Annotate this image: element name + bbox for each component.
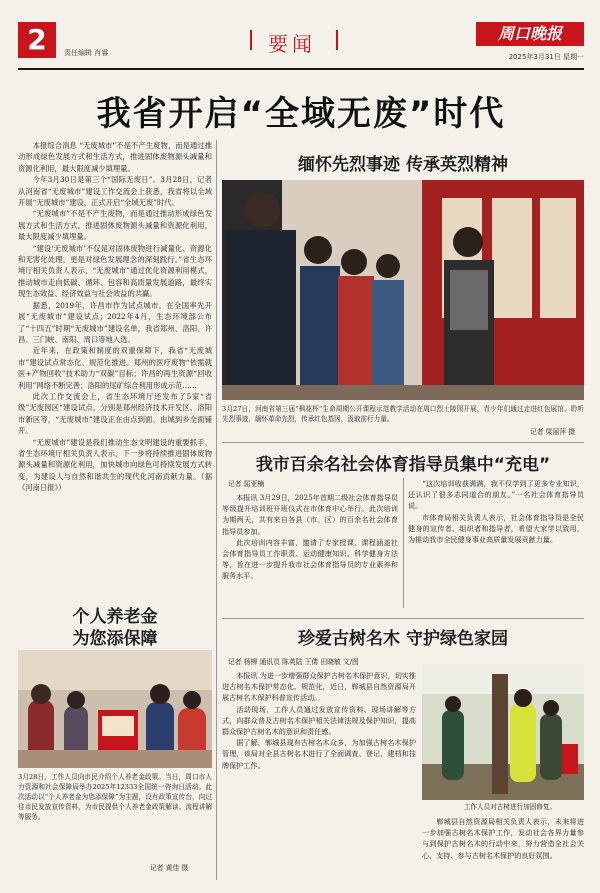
sports-column-divider [403, 478, 404, 608]
tree-paragraph: 本报讯 为进一步增强群众保护古树名木保护意识，切实推进古树名木保护常态化、规范化，近日，郸城县自然资源局开展古树名木保护科普宣传活动。 [222, 671, 416, 703]
editor-info: 责任编辑 肖睿 [64, 49, 109, 57]
pension-caption: 3月28日，工作人员向市民介绍个人养老金政策。当日，周口市人力资源和社会保障局举办2025年12333全国统一咨询日活动。此次活动以“个人养老金为您添保障”为主题，设有政策宣传台，向过往市民发放宣传资料，为市民提供个人养老金政策解读、流程讲解等服务。 [18, 773, 212, 821]
sports-byline: 记者 屈亚楠 [228, 480, 265, 488]
tree-title: 珍爱古树名木 守护绿色家园 [298, 629, 508, 649]
section-bar-left [250, 30, 252, 50]
pension-photo-illustration [18, 650, 212, 768]
sports-text-right [408, 478, 584, 612]
lead-paragraph: 此次工作交流会上，省生态环境厅还发布了5家“省级”无废园区“建设试点，分别是郑州经济技术开发区、洛阳市新区等，“无废城市”建设正在由点到面、由城到乡全面铺开。 [18, 391, 212, 436]
martyrs-photo-credit: 记者 梁丽萍 摄 [530, 428, 576, 436]
lead-paragraph: “建设‘无废城市’不仅是对固体废物进行减量化、资源化和无害化处理，更是对绿色发展理念的深刻践行。”省生态环境厅相关负责人表示，“无废城市”通过优化资源利用模式，推动城市走向低碳、循环、包容和高质量发展道路，最终实现生态效益、经济效益与社会效益的共赢。 [18, 243, 212, 299]
header-rule [18, 68, 584, 70]
sports-title: 我市百余名社会体育指导员集中“充电” [255, 455, 551, 475]
tree-text-right [422, 816, 584, 880]
lead-paragraph: 今年3月30日是第三个“国际无废日”。3月28日，记者从河南省“无废城市”建设工作交流会上获悉，我省将以全域开展“无废城市”建设，正式开启“全域无废”时代。 [18, 175, 212, 208]
tree-paragraph: 郸城县自然资源局相关负责人表示，未来将进一步加强古树名木保护工作，发动社会各界力量参与到保护古树名木的行动中来，努力营造全社会关心、支持、参与古树名木保护的良好氛围。 [422, 817, 584, 860]
martyrs-title: 缅怀先烈事迹 传承英烈精神 [298, 155, 508, 175]
section-bar-right [336, 30, 338, 50]
lead-paragraph: 据悉，2019年，许昌市作为试点城市，在全国率先开展“无废城市”建设试点；2022年4月，生态环境部公布了“十四五”时期“无废城市”建设名单，我省郑州、洛阳、许昌、三门峡、南阳、周口等地入选。 [18, 300, 212, 344]
tree-caption: 工作人员对古树进行加固修复。 [463, 803, 557, 811]
sports-text-left [222, 492, 398, 612]
pension-photo-credit: 记者 黄佳 摄 [150, 864, 189, 872]
tree-paragraph: 活动现场，工作人员通过发放宣传资料、现场讲解等方式，向群众普及古树名木保护相关法律法规及保护知识，提高群众保护古树名木的意识和责任感。 [222, 704, 416, 737]
tree-byline: 记者 杨柳 通讯员 陈英陆 王倩 田晓敏 文/图 [228, 658, 359, 666]
page-number: 2 [18, 22, 56, 58]
section-divider [222, 442, 584, 443]
lead-paragraph: 本报综合消息 “无废城市”不是不产生废物，而是通过推动形成绿色发展方式和生活方式，推进固体废物源头减量和资源化利用，最大限度减少填埋量。 [18, 141, 212, 173]
martyrs-photo [222, 180, 584, 400]
sports-paragraph: 市体育局相关负责人表示，社会体育指导员是全民健身的宣传者、组织者和指导者，希望大家学以致用，为推动我市全民健身事业高质量发展贡献力量。 [408, 512, 584, 545]
main-headline: 我省开启“全域无废”时代 [96, 94, 506, 134]
section-title: 要闻 [268, 32, 316, 56]
martyrs-caption: 3月27日，河南省第三届“枫花杯”生命周期公开课程示范教学活动在周口烈士陵园开展，青少年们通过走进红色展馆、聆听先烈事迹，缅怀革命先烈，传承红色基因，汲取前行力量。 [222, 405, 584, 423]
lead-paragraph: 近年来，在政策和制度的双重保障下，我省“无废城市”建设试点常态化、规范化推进。郑州的医疗废物“依需就医+产物回收”技术助力“双碳”目标；许昌的再生资源“回收利用”网络不断完善；洛阳的尾矿综合利用形成示范…… [18, 346, 212, 390]
pension-title-line1: 个人养老金 [72, 607, 158, 627]
tree-paragraph: 据了解，郸城县现有古树名木众多，为加强古树名木保护管理，该局对全县古树名木进行了全面调查、登记、建档和挂牌保护工作。 [222, 738, 416, 770]
masthead [18, 22, 584, 66]
martyrs-photo-illustration [222, 180, 584, 400]
sports-paragraph: 本报讯 3月29日，2025年首期二级社会体育指导员等级提升培训班开班仪式在市体育中心举行。此次培训为期两天，共有来自各县（市、区）的百余名社会体育指导员参加。 [222, 493, 398, 536]
pension-photo [18, 650, 212, 768]
issue-date: 2025年3月31日 星期一 [508, 53, 584, 61]
lead-paragraph: “无废城市”建设是我们推动生态文明建设的重要抓手，省生态环境厅相关负责人表示，下一步将持续推进固体废物源头减量和资源化利用，加快城市向绿色可持续发展方式转变，为建设人与自然和谐共生的现代化河南贡献力量。（据《河南日报》） [18, 437, 212, 493]
sports-paragraph: “这次培训收获满满，我不仅学到了更多专业知识，还认识了很多志同道合的朋友。”一名社会体育指导员说。 [408, 479, 584, 511]
tree-photo [422, 664, 584, 800]
lead-article [18, 140, 212, 590]
tree-text-left [222, 670, 416, 880]
newspaper-logo: 周口晚报 [476, 22, 584, 46]
section-divider [222, 618, 584, 619]
sports-paragraph: 此次培训内容丰富，邀请了专家授课，课程涵盖社会体育指导员工作职责、运动健康知识、科学健身方法等，旨在进一步提升我市社会体育指导员的专业素养和服务水平。 [222, 537, 398, 581]
lead-paragraph: “无废城市”不是不产生废物，而是通过推动形成绿色发展方式和生活方式，推进固体废物源头减量和资源化利用，最大限度减少填埋量。 [18, 209, 212, 242]
pension-title-line2: 为您添保障 [72, 629, 158, 649]
column-divider [216, 140, 217, 880]
tree-photo-illustration [422, 664, 584, 800]
